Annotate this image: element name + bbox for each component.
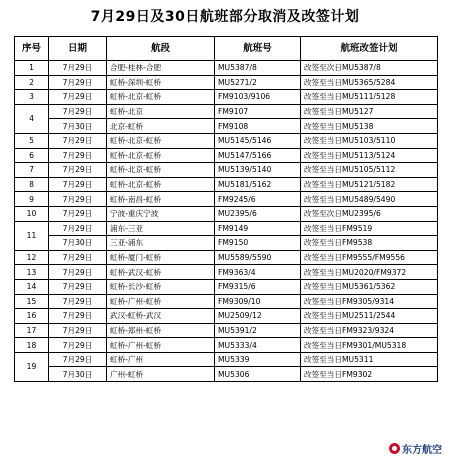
table-row	[15, 104, 438, 119]
cell-flight: FM9309/10	[215, 294, 301, 309]
cell-segment: 虹桥-北京-虹桥	[107, 177, 215, 192]
cell-segment: 虹桥-南昌-虹桥	[107, 192, 215, 207]
cell-flight: MU2509/12	[215, 309, 301, 324]
header-segment: 航段	[107, 37, 215, 61]
cell-flight: MU2395/6	[215, 206, 301, 221]
cell-segment: 虹桥-广州-虹桥	[107, 338, 215, 353]
table-row	[15, 90, 438, 105]
table-row	[15, 294, 438, 309]
table-header-row	[15, 37, 438, 61]
cell-flight: MU5145/5146	[215, 133, 301, 148]
cell-segment: 虹桥-广州	[107, 352, 215, 367]
cell-flight: FM9149	[215, 221, 301, 236]
cell-plan: 改签至当日MU5121/5182	[301, 177, 438, 192]
cell-flight: MU5271/2	[215, 75, 301, 90]
watermark-logo	[387, 440, 444, 457]
cell-flight: MU5391/2	[215, 323, 301, 338]
cell-seq: 19	[15, 352, 49, 381]
cell-date: 7月29日	[49, 177, 107, 192]
cell-flight: MU5589/5590	[215, 250, 301, 265]
watermark-text: 东方航空	[402, 445, 442, 456]
cell-plan: 改签至当日FM9519	[301, 221, 438, 236]
cell-segment: 虹桥-北京-虹桥	[107, 90, 215, 105]
cell-seq: 17	[15, 323, 49, 338]
cell-date: 7月29日	[49, 90, 107, 105]
cell-seq: 15	[15, 294, 49, 309]
cell-segment: 合肥-桂林-合肥	[107, 61, 215, 76]
cell-plan: 改签至当日FM9301/MU5318	[301, 338, 438, 353]
cell-flight: MU5181/5162	[215, 177, 301, 192]
cell-plan: 改签至当日MU5111/5128	[301, 90, 438, 105]
cell-flight: FM9108	[215, 119, 301, 134]
cell-plan: 改签至当日MU2511/2544	[301, 309, 438, 324]
cell-flight: FM9150	[215, 236, 301, 251]
cell-date: 7月29日	[49, 61, 107, 76]
table-row	[15, 163, 438, 178]
cell-plan: 改签至当日MU5489/5490	[301, 192, 438, 207]
header-flight: 航班号	[215, 37, 301, 61]
cell-seq: 5	[15, 133, 49, 148]
cell-segment: 虹桥-北京-虹桥	[107, 148, 215, 163]
cell-segment: 武汉-虹桥-武汉	[107, 309, 215, 324]
cell-plan: 改签至当日MU5311	[301, 352, 438, 367]
cell-flight: MU5339	[215, 352, 301, 367]
cell-plan: 改签至当日FM9323/9324	[301, 323, 438, 338]
cell-date: 7月29日	[49, 309, 107, 324]
header-plan: 航班改签计划	[301, 37, 438, 61]
cell-date: 7月29日	[49, 294, 107, 309]
cell-plan: 改签至当日FM9302	[301, 367, 438, 382]
cell-plan: 改签至当日FM9305/9314	[301, 294, 438, 309]
cell-plan: 改签至当日MU5113/5124	[301, 148, 438, 163]
cell-plan: 改签至当日MU5361/5362	[301, 279, 438, 294]
cell-segment: 虹桥-广州-虹桥	[107, 294, 215, 309]
table-row	[15, 367, 438, 382]
table-row	[15, 236, 438, 251]
cell-plan: 改签至当日FM9555/FM9556	[301, 250, 438, 265]
cell-date: 7月29日	[49, 265, 107, 280]
table-row	[15, 75, 438, 90]
cell-segment: 广州-虹桥	[107, 367, 215, 382]
table-row	[15, 323, 438, 338]
cell-seq: 10	[15, 206, 49, 221]
cell-seq: 13	[15, 265, 49, 280]
cell-flight: FM9107	[215, 104, 301, 119]
cell-date: 7月29日	[49, 163, 107, 178]
cell-flight: MU5387/8	[215, 61, 301, 76]
cell-plan: 改签至当日MU5365/5284	[301, 75, 438, 90]
table-row	[15, 250, 438, 265]
cell-plan: 改签至当日MU5103/5110	[301, 133, 438, 148]
cell-date: 7月29日	[49, 104, 107, 119]
cell-segment: 三亚-浦东	[107, 236, 215, 251]
cell-seq: 2	[15, 75, 49, 90]
cell-segment: 虹桥-北京-虹桥	[107, 163, 215, 178]
cell-flight: MU5333/4	[215, 338, 301, 353]
cell-date: 7月29日	[49, 221, 107, 236]
cell-date: 7月29日	[49, 338, 107, 353]
cell-date: 7月29日	[49, 250, 107, 265]
cell-flight: FM9363/4	[215, 265, 301, 280]
cell-segment: 虹桥-厦门-虹桥	[107, 250, 215, 265]
cell-seq: 1	[15, 61, 49, 76]
cell-seq: 9	[15, 192, 49, 207]
cell-seq: 6	[15, 148, 49, 163]
cell-flight: FM9245/6	[215, 192, 301, 207]
cell-segment: 虹桥-郑州-虹桥	[107, 323, 215, 338]
cell-date: 7月29日	[49, 148, 107, 163]
airline-logo-icon	[389, 443, 400, 454]
cell-seq: 7	[15, 163, 49, 178]
table-row	[15, 206, 438, 221]
cell-flight: FM9103/9106	[215, 90, 301, 105]
cell-plan: 改签至次日MU5387/8	[301, 61, 438, 76]
table-body	[15, 61, 438, 382]
cell-segment: 虹桥-北京-虹桥	[107, 133, 215, 148]
table-row	[15, 338, 438, 353]
cell-segment: 虹桥-武汉-虹桥	[107, 265, 215, 280]
cell-date: 7月29日	[49, 192, 107, 207]
table-row	[15, 177, 438, 192]
cell-segment: 浦东-三亚	[107, 221, 215, 236]
cell-seq: 4	[15, 104, 49, 133]
table-row	[15, 192, 438, 207]
cell-plan: 改签至当日MU5127	[301, 104, 438, 119]
cell-segment: 虹桥-长沙-虹桥	[107, 279, 215, 294]
cell-plan: 改签至当日MU5105/5112	[301, 163, 438, 178]
cell-segment: 北京-虹桥	[107, 119, 215, 134]
cell-seq: 18	[15, 338, 49, 353]
cell-flight: MU5147/5166	[215, 148, 301, 163]
table-row	[15, 279, 438, 294]
cell-flight: FM9315/6	[215, 279, 301, 294]
cell-date: 7月29日	[49, 75, 107, 90]
cell-seq: 16	[15, 309, 49, 324]
table-row	[15, 61, 438, 76]
cell-segment: 虹桥-深圳-虹桥	[107, 75, 215, 90]
header-seq: 序号	[15, 37, 49, 61]
cell-plan: 改签至当日MU5138	[301, 119, 438, 134]
cell-seq: 11	[15, 221, 49, 250]
cell-date: 7月29日	[49, 206, 107, 221]
table-row	[15, 352, 438, 367]
table-row	[15, 309, 438, 324]
table-row	[15, 119, 438, 134]
table-row	[15, 133, 438, 148]
cell-seq: 8	[15, 177, 49, 192]
cell-seq: 3	[15, 90, 49, 105]
cell-date: 7月29日	[49, 133, 107, 148]
cell-plan: 改签至当日MU2020/FM9372	[301, 265, 438, 280]
table-row	[15, 148, 438, 163]
cell-plan: 改签至次日MU2395/6	[301, 206, 438, 221]
cell-seq: 14	[15, 279, 49, 294]
cell-flight: MU5306	[215, 367, 301, 382]
cell-flight: MU5139/5140	[215, 163, 301, 178]
table-row	[15, 265, 438, 280]
page-title: 7月29日及30日航班部分取消及改签计划	[90, 9, 360, 25]
cell-date: 7月29日	[49, 352, 107, 367]
cell-segment: 宁波-重庆宁波	[107, 206, 215, 221]
cell-date: 7月29日	[49, 279, 107, 294]
schedule-table	[14, 36, 438, 382]
cell-date: 7月29日	[49, 323, 107, 338]
table-row	[15, 221, 438, 236]
cell-date: 7月30日	[49, 119, 107, 134]
cell-date: 7月30日	[49, 367, 107, 382]
cell-date: 7月30日	[49, 236, 107, 251]
cell-seq: 12	[15, 250, 49, 265]
header-date: 日期	[49, 37, 107, 61]
cell-segment: 虹桥-北京	[107, 104, 215, 119]
cell-plan: 改签至当日FM9538	[301, 236, 438, 251]
